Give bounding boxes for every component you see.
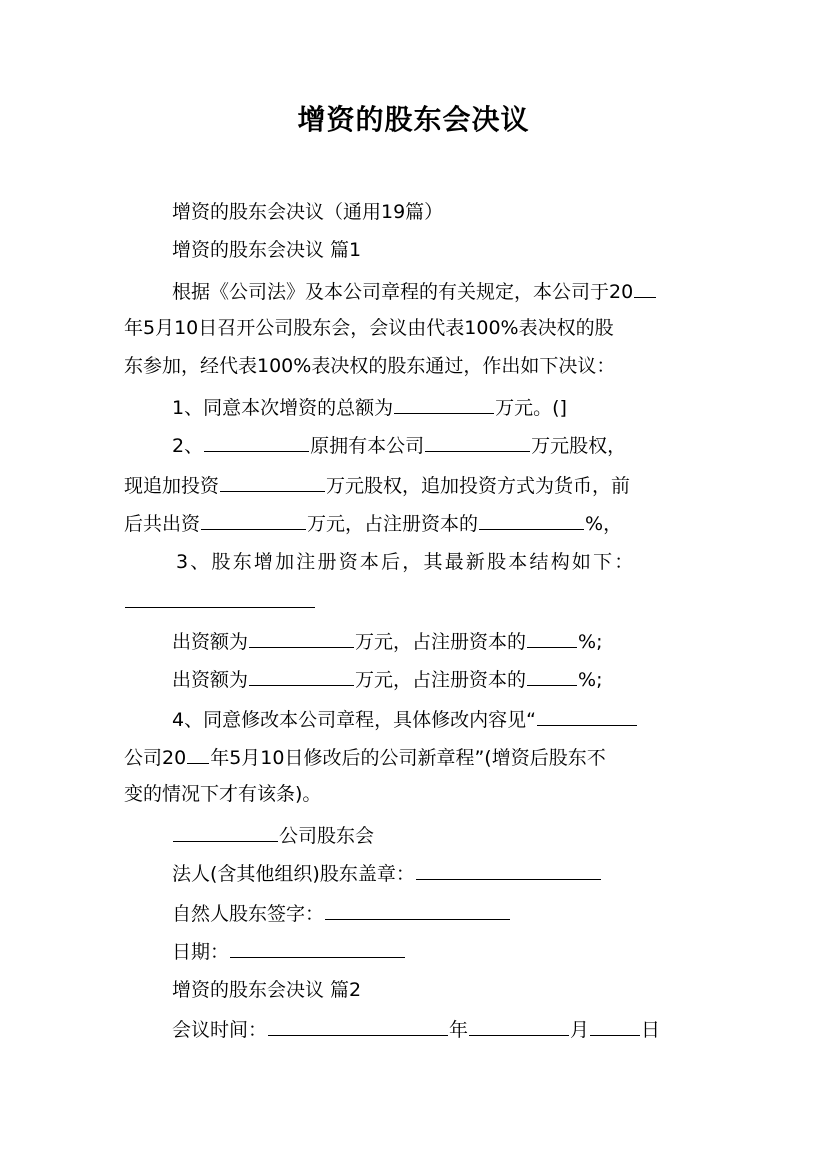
item-2-method: 万元股权，追加投资方式为货币，前 — [326, 475, 631, 497]
intro-line-2: 年5月10日召开公司股东会，会议由代表100%表决权的股 — [124, 317, 614, 339]
blank-signature — [325, 900, 510, 920]
date-label: 日期： — [172, 941, 230, 963]
blank-year — [634, 278, 656, 298]
blank-structure — [125, 588, 315, 608]
item-4-company: 公司20 — [124, 747, 187, 769]
item-4-date: 年5月10日修改后的公司新章程”(增资后股东不 — [210, 747, 606, 769]
item-2-line-3 — [124, 510, 622, 536]
blank-percent — [479, 510, 584, 530]
item-1-text: 1、同意本次增资的总额为 — [172, 397, 394, 419]
blank-shareholder — [204, 432, 309, 452]
contrib-label: 出资额为 — [172, 669, 249, 691]
blank-ratio — [527, 666, 577, 686]
blank-company-name — [173, 822, 278, 842]
item-2-pct: %， — [585, 513, 623, 535]
blank-additional — [220, 472, 325, 492]
blank-seal — [416, 860, 601, 880]
item-2-num: 2、 — [172, 435, 204, 457]
blank-day — [590, 1016, 640, 1036]
blank-year — [187, 744, 209, 764]
meeting-day: 日 — [641, 1019, 661, 1041]
contrib-line-1 — [172, 628, 603, 654]
blank-date — [230, 938, 405, 958]
blank-original — [425, 432, 530, 452]
item-4-text: 4、同意修改本公司章程，具体修改内容见“ — [172, 709, 536, 731]
item-3: 3、股东增加注册资本后，其最新股本结构如下： — [176, 551, 636, 573]
item-2-unit: 万元股权， — [531, 435, 627, 457]
signature-board — [172, 822, 374, 848]
item-2-line-2 — [124, 472, 630, 498]
contrib-line-2 — [172, 666, 603, 692]
contrib-pct: %; — [578, 631, 603, 653]
contrib-pct: %; — [578, 669, 603, 691]
blank-total-invest — [201, 510, 306, 530]
blank-year-long — [268, 1016, 448, 1036]
contrib-ratio: 万元，占注册资本的 — [355, 631, 527, 653]
intro-line-3: 东参加，经代表100%表决权的股东通过，作出如下决议： — [124, 355, 616, 377]
part2-heading: 增资的股东会决议 篇2 — [172, 979, 362, 1001]
meeting-time — [172, 1016, 660, 1042]
meeting-month: 月 — [570, 1019, 590, 1041]
signature-natural — [172, 900, 511, 926]
intro-line-1 — [172, 278, 657, 304]
contrib-ratio: 万元，占注册资本的 — [355, 669, 527, 691]
natural-label: 自然人股东签字： — [172, 903, 325, 925]
item-2-ratio: 万元，占注册资本的 — [307, 513, 479, 535]
item-4-line-1 — [172, 706, 638, 732]
item-4-line-3: 变的情况下才有该条)。 — [124, 783, 322, 805]
signature-date — [172, 938, 406, 964]
intro-text: 根据《公司法》及本公司章程的有关规定，本公司于20 — [172, 281, 634, 303]
item-2-total: 后共出资 — [124, 513, 201, 535]
item-3-blank-line — [124, 588, 316, 614]
legal-label: 法人(含其他组织)股东盖章： — [172, 863, 415, 885]
item-1 — [172, 394, 567, 420]
meeting-label: 会议时间： — [172, 1019, 268, 1041]
document-title: 增资的股东会决议 — [297, 103, 530, 136]
blank-total — [394, 394, 494, 414]
item-2-line-1 — [172, 432, 626, 458]
blank-month — [469, 1016, 569, 1036]
part1-heading: 增资的股东会决议 篇1 — [172, 239, 362, 261]
item-4-line-2 — [124, 744, 606, 770]
blank-company — [537, 706, 637, 726]
contrib-label: 出资额为 — [172, 631, 249, 653]
blank-amount — [249, 666, 354, 686]
subtitle: 增资的股东会决议（通用19篇） — [172, 201, 444, 223]
signature-legal — [172, 860, 602, 886]
item-2-text: 原拥有本公司 — [310, 435, 425, 457]
meeting-year: 年 — [449, 1019, 469, 1041]
blank-amount — [249, 628, 354, 648]
blank-ratio — [527, 628, 577, 648]
board-label: 公司股东会 — [279, 825, 375, 847]
item-2-add: 现追加投资 — [124, 475, 220, 497]
item-1-unit: 万元。(] — [495, 397, 567, 419]
